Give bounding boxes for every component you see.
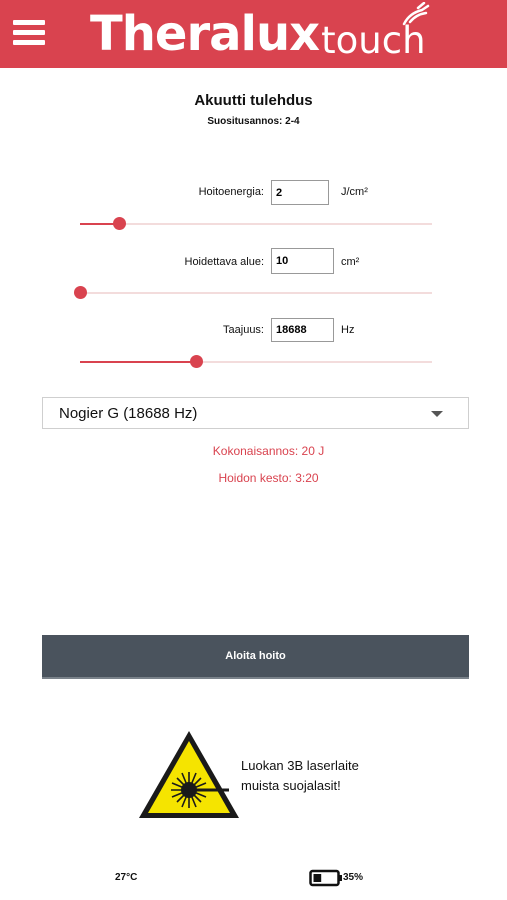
energy-label: Hoitoenergia: bbox=[198, 186, 264, 198]
start-treatment-button[interactable]: Aloita hoito bbox=[42, 635, 469, 679]
hand-logo-icon bbox=[400, 2, 432, 28]
duration-label: Hoidon kesto: bbox=[218, 471, 292, 485]
treatment-duration bbox=[0, 471, 507, 485]
selected-preset: Nogier G (18688 Hz) bbox=[59, 405, 198, 422]
total-dose-value: 20 J bbox=[301, 444, 325, 458]
frequency-slider[interactable] bbox=[80, 355, 432, 369]
recommended-dose: Suositusannos: 2-4 bbox=[207, 116, 300, 127]
energy-input[interactable] bbox=[271, 180, 329, 205]
laser-warning-text bbox=[241, 756, 359, 796]
area-input[interactable] bbox=[271, 248, 334, 274]
area-unit: cm² bbox=[341, 256, 360, 268]
slider-thumb[interactable] bbox=[190, 355, 203, 368]
battery-icon bbox=[309, 869, 343, 887]
frequency-label: Taajuus: bbox=[223, 324, 264, 336]
temperature-readout: 27°C bbox=[115, 872, 138, 883]
app-header bbox=[0, 0, 507, 68]
energy-unit: J/cm² bbox=[341, 186, 368, 198]
area-label: Hoidettava alue: bbox=[184, 256, 264, 268]
brand-name: Theralux bbox=[90, 6, 320, 62]
brand-logo bbox=[90, 4, 426, 64]
warning-line-2: muista suojalasit! bbox=[241, 778, 341, 793]
warning-line-1: Luokan 3B laserlaite bbox=[241, 758, 359, 773]
menu-icon[interactable] bbox=[13, 18, 45, 48]
frequency-preset-select[interactable] bbox=[42, 397, 469, 429]
battery-percentage: 35% bbox=[343, 872, 364, 883]
laser-warning-icon bbox=[136, 728, 242, 821]
treatment-title: Akuutti tulehdus bbox=[194, 92, 313, 109]
energy-slider[interactable] bbox=[80, 217, 432, 231]
brand-suffix: touch bbox=[321, 19, 426, 62]
total-dose-label: Kokonaisannos: bbox=[212, 444, 299, 458]
frequency-input[interactable] bbox=[271, 318, 334, 342]
area-slider[interactable] bbox=[80, 286, 432, 300]
slider-thumb[interactable] bbox=[113, 217, 126, 230]
total-dose bbox=[0, 444, 507, 458]
slider-track bbox=[80, 223, 432, 225]
slider-fill bbox=[80, 361, 196, 363]
slider-thumb[interactable] bbox=[74, 286, 87, 299]
slider-track bbox=[80, 292, 432, 294]
chevron-down-icon bbox=[431, 411, 443, 417]
frequency-unit: Hz bbox=[341, 324, 355, 336]
duration-value: 3:20 bbox=[295, 471, 319, 485]
